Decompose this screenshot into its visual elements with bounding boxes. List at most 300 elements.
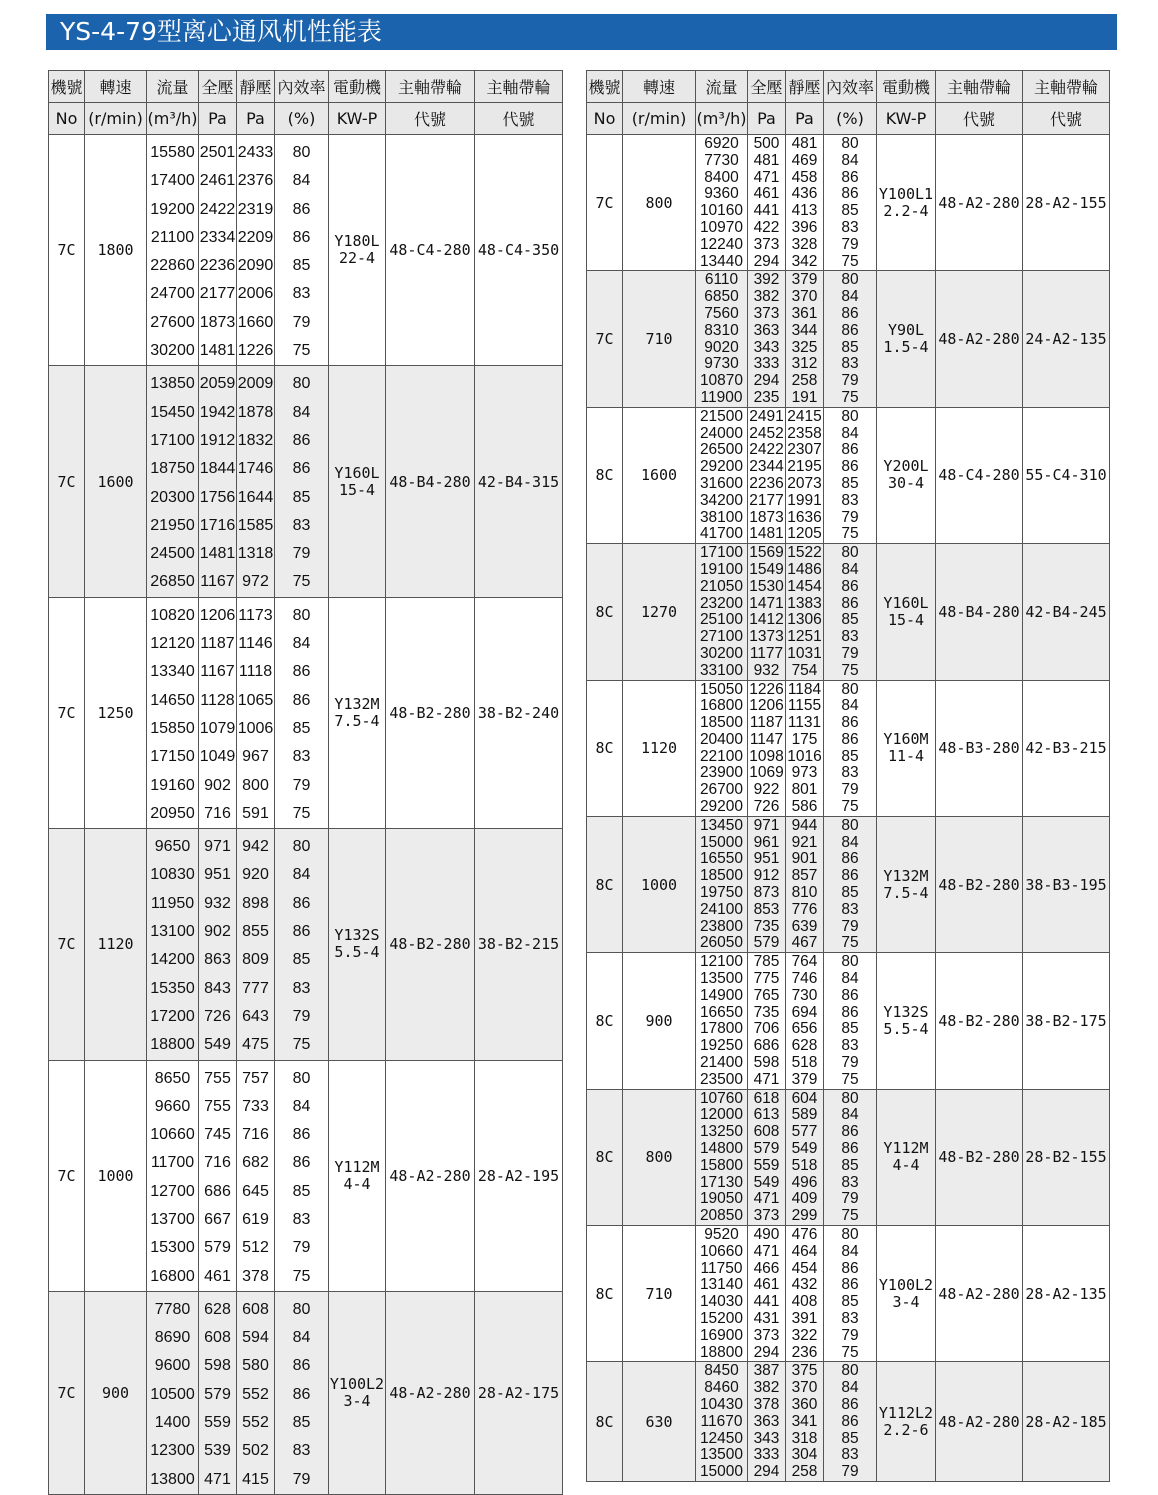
- total-value: 1206: [199, 606, 236, 624]
- motor-power: 2.2-4: [883, 201, 929, 220]
- total-value: 2236: [199, 257, 236, 275]
- model-cell: 8C: [587, 816, 623, 952]
- flow-cell: [696, 271, 748, 407]
- belt-code-cell: 28-A2-175: [475, 1291, 563, 1494]
- header-cell: 機號: [587, 71, 623, 103]
- motor-cell: [877, 953, 936, 1089]
- eff-value: 83: [292, 516, 311, 534]
- total-cell: [199, 1060, 237, 1291]
- eff-value: 83: [292, 748, 311, 766]
- model-cell: 8C: [587, 1226, 623, 1362]
- static-value: 1155: [787, 697, 822, 715]
- total-value: 294: [753, 1343, 780, 1361]
- eff-cell: [824, 544, 877, 680]
- static-value: 1522: [787, 544, 822, 562]
- static-value: 855: [242, 923, 269, 941]
- flow-value: 23500: [699, 1070, 744, 1088]
- total-value: 1481: [749, 525, 784, 543]
- total-value: 471: [753, 1070, 780, 1088]
- flow-value: 23800: [699, 917, 744, 935]
- total-value: 461: [204, 1267, 231, 1285]
- static-value: 464: [791, 1242, 818, 1260]
- static-value: 325: [791, 338, 818, 356]
- speed-cell: 900: [623, 953, 696, 1089]
- header-cell: KW-P: [877, 103, 936, 135]
- flow-value: 12240: [699, 235, 744, 253]
- static-value: 518: [791, 1054, 818, 1072]
- flow-value: 17800: [699, 1020, 744, 1038]
- total-cell: [199, 366, 237, 597]
- belt-code-cell: 48-B2-280: [936, 816, 1023, 952]
- static-value: 754: [791, 661, 818, 679]
- motor-cell: [877, 271, 936, 407]
- eff-cell: [275, 366, 329, 597]
- header-cell: 轉速: [623, 71, 696, 103]
- total-value: 1756: [199, 488, 236, 506]
- header-cell: (r/min): [85, 103, 147, 135]
- motor-model: Y100L2: [329, 1374, 385, 1393]
- static-value: 619: [242, 1210, 269, 1228]
- total-value: 1873: [199, 313, 236, 331]
- eff-value: 79: [292, 545, 311, 563]
- motor-cell: [877, 1226, 936, 1362]
- static-cell: [786, 1362, 824, 1482]
- total-value: 333: [753, 355, 780, 373]
- speed-cell: 710: [623, 271, 696, 407]
- total-value: 235: [753, 388, 780, 406]
- flow-value: 12000: [699, 1106, 744, 1124]
- static-value: 1486: [787, 560, 822, 578]
- flow-value: 13850: [150, 375, 195, 393]
- flow-value: 30200: [150, 342, 195, 360]
- total-value: 2422: [749, 441, 784, 459]
- eff-cell: [824, 271, 877, 407]
- eff-value: 86: [292, 431, 311, 449]
- total-value: 382: [753, 288, 780, 306]
- total-value: 549: [753, 1173, 780, 1191]
- eff-value: 85: [841, 611, 859, 629]
- total-value: 2334: [199, 228, 236, 246]
- motor-model: Y180L: [334, 232, 380, 251]
- static-value: 1251: [787, 628, 822, 646]
- static-value: 361: [791, 304, 818, 322]
- total-value: 745: [204, 1126, 231, 1144]
- eff-value: 83: [841, 491, 859, 509]
- total-value: 1549: [749, 560, 784, 578]
- total-value: 441: [753, 1293, 780, 1311]
- motor-power: 30-4: [887, 474, 925, 493]
- total-value: 785: [753, 953, 780, 971]
- belt-code-cell: 48-B4-280: [386, 366, 475, 597]
- belt-code-cell: 48-B4-280: [936, 544, 1023, 680]
- eff-value: 75: [841, 1343, 859, 1361]
- eff-value: 80: [292, 838, 311, 856]
- eff-value: 84: [841, 1106, 859, 1124]
- total-value: 549: [204, 1036, 231, 1054]
- total-value: 628: [204, 1300, 231, 1318]
- total-value: 343: [753, 338, 780, 356]
- eff-value: 75: [841, 798, 859, 816]
- header-cell: 靜壓: [786, 71, 824, 103]
- flow-value: 12120: [150, 635, 195, 653]
- flow-value: 18500: [699, 714, 744, 732]
- total-value: 2236: [749, 474, 784, 492]
- eff-value: 86: [292, 1154, 311, 1172]
- header-cell: 電動機: [877, 71, 936, 103]
- static-value: 645: [242, 1182, 269, 1200]
- flow-value: 1400: [154, 1414, 191, 1432]
- total-value: 1481: [199, 342, 236, 360]
- flow-value: 20300: [150, 488, 195, 506]
- static-value: 577: [791, 1123, 818, 1141]
- motor-power: 1.5-4: [883, 338, 929, 357]
- static-value: 552: [242, 1414, 269, 1432]
- header-cell: 主軸帶輪: [1023, 71, 1110, 103]
- flow-value: 9730: [704, 355, 739, 373]
- eff-cell: [824, 816, 877, 952]
- total-value: 387: [753, 1362, 780, 1380]
- eff-value: 86: [841, 1412, 859, 1430]
- flow-cell: [696, 1362, 748, 1482]
- eff-value: 86: [841, 1123, 859, 1141]
- motor-model: Y112M: [334, 1157, 380, 1176]
- total-value: 971: [204, 838, 231, 856]
- flow-value: 13440: [699, 252, 744, 270]
- belt-code-cell: 38-B2-215: [475, 829, 563, 1060]
- flow-value: 26700: [699, 781, 744, 799]
- static-value: 409: [791, 1190, 818, 1208]
- flow-value: 17100: [150, 431, 195, 449]
- flow-value: 26850: [150, 573, 195, 591]
- static-value: 1746: [237, 460, 274, 478]
- header-cell: 主軸帶輪: [936, 71, 1023, 103]
- total-value: 598: [204, 1357, 231, 1375]
- total-value: 1942: [199, 403, 236, 421]
- total-value: 902: [204, 776, 231, 794]
- total-value: 579: [753, 934, 780, 952]
- total-value: 559: [204, 1414, 231, 1432]
- static-cell: [786, 135, 824, 271]
- static-value: 733: [242, 1097, 269, 1115]
- eff-value: 83: [841, 218, 859, 236]
- motor-cell: [877, 1362, 936, 1482]
- flow-value: 22860: [150, 257, 195, 275]
- static-value: 800: [242, 776, 269, 794]
- flow-value: 8690: [154, 1329, 191, 1347]
- eff-value: 84: [292, 635, 311, 653]
- static-cell: [786, 271, 824, 407]
- eff-value: 86: [841, 185, 859, 203]
- total-value: 1481: [199, 545, 236, 563]
- eff-value: 83: [841, 1446, 859, 1464]
- model-cell: 7C: [49, 597, 85, 828]
- total-value: 1206: [749, 697, 784, 715]
- belt-code-cell: 28-A2-185: [1023, 1362, 1110, 1482]
- eff-value: 79: [841, 235, 859, 253]
- header-cell: Pa: [786, 103, 824, 135]
- motor-cell: [329, 1060, 386, 1291]
- table-row: [587, 544, 1110, 680]
- total-value: 902: [204, 923, 231, 941]
- belt-code-cell: 48-A2-280: [936, 271, 1023, 407]
- header-cell: 代號: [475, 103, 563, 135]
- eff-value: 86: [841, 1140, 859, 1158]
- flow-value: 8460: [704, 1379, 739, 1397]
- static-value: 432: [791, 1276, 818, 1294]
- motor-model: Y132S: [334, 926, 380, 945]
- belt-code-cell: 24-A2-135: [1023, 271, 1110, 407]
- eff-cell: [824, 135, 877, 271]
- eff-cell: [824, 953, 877, 1089]
- static-value: 2006: [237, 285, 274, 303]
- belt-code-cell: 28-A2-155: [1023, 135, 1110, 271]
- total-value: 481: [753, 151, 780, 169]
- total-value: 726: [204, 1007, 231, 1025]
- eff-value: 83: [292, 1210, 311, 1228]
- eff-value: 85: [292, 257, 311, 275]
- eff-value: 75: [841, 525, 859, 543]
- total-value: 735: [753, 917, 780, 935]
- flow-value: 17150: [150, 748, 195, 766]
- belt-code-cell: 38-B3-195: [1023, 816, 1110, 952]
- static-value: 370: [791, 288, 818, 306]
- header-cell: No: [49, 103, 85, 135]
- eff-value: 86: [292, 691, 311, 709]
- eff-value: 84: [292, 172, 311, 190]
- total-value: 608: [753, 1123, 780, 1141]
- header-cell: Pa: [237, 103, 275, 135]
- total-value: 431: [753, 1309, 780, 1327]
- total-value: 1098: [749, 747, 784, 765]
- total-cell: [748, 271, 786, 407]
- total-value: 471: [753, 1242, 780, 1260]
- motor-power: 5.5-4: [883, 1019, 929, 1038]
- flow-value: 20400: [699, 730, 744, 748]
- flow-value: 15200: [699, 1309, 744, 1327]
- motor-model: Y100L2: [878, 1275, 934, 1294]
- static-cell: [786, 407, 824, 543]
- belt-code-cell: 48-A2-280: [936, 1362, 1023, 1482]
- eff-value: 80: [292, 606, 311, 624]
- belt-code-cell: 48-B3-280: [936, 680, 1023, 816]
- eff-value: 83: [841, 628, 859, 646]
- flow-value: 13500: [699, 970, 744, 988]
- flow-value: 9020: [704, 338, 739, 356]
- flow-value: 19250: [699, 1037, 744, 1055]
- total-value: 2422: [199, 200, 236, 218]
- speed-cell: 800: [623, 1089, 696, 1225]
- static-value: 379: [791, 1070, 818, 1088]
- eff-value: 75: [841, 252, 859, 270]
- flow-value: 16900: [699, 1326, 744, 1344]
- header-cell: (%): [824, 103, 877, 135]
- static-value: 396: [791, 218, 818, 236]
- total-value: 2177: [749, 491, 784, 509]
- flow-value: 23900: [699, 764, 744, 782]
- eff-cell: [275, 597, 329, 828]
- eff-value: 79: [292, 1007, 311, 1025]
- eff-value: 86: [841, 1395, 859, 1413]
- table-row: [49, 829, 563, 1060]
- eff-value: 80: [292, 1069, 311, 1087]
- total-value: 775: [753, 970, 780, 988]
- motor-model: Y112M: [883, 1139, 929, 1158]
- eff-value: 84: [292, 866, 311, 884]
- total-value: 951: [204, 866, 231, 884]
- belt-code-cell: 42-B4-315: [475, 366, 563, 597]
- total-value: 579: [753, 1140, 780, 1158]
- motor-cell: [329, 829, 386, 1060]
- total-value: 1530: [749, 577, 784, 595]
- flow-value: 7780: [154, 1300, 191, 1318]
- eff-cell: [824, 680, 877, 816]
- flow-cell: [147, 829, 199, 1060]
- flow-value: 10970: [699, 218, 744, 236]
- total-value: 373: [753, 304, 780, 322]
- total-cell: [748, 544, 786, 680]
- model-cell: 7C: [587, 271, 623, 407]
- total-value: 873: [753, 884, 780, 902]
- flow-value: 6110: [704, 271, 739, 289]
- flow-value: 13450: [699, 816, 744, 834]
- speed-cell: 630: [623, 1362, 696, 1482]
- static-value: 258: [791, 1463, 818, 1481]
- motor-model: Y160L: [334, 463, 380, 482]
- eff-value: 84: [841, 697, 859, 715]
- static-value: 972: [242, 573, 269, 591]
- static-value: 1991: [787, 491, 822, 509]
- model-cell: 8C: [587, 680, 623, 816]
- total-cell: [748, 953, 786, 1089]
- eff-value: 84: [841, 424, 859, 442]
- static-value: 1318: [237, 545, 274, 563]
- eff-value: 80: [841, 1089, 859, 1107]
- motor-cell: [877, 544, 936, 680]
- eff-value: 86: [841, 1259, 859, 1277]
- static-value: 809: [242, 951, 269, 969]
- flow-value: 21400: [699, 1054, 744, 1072]
- performance-table-right: [586, 70, 1109, 1482]
- eff-value: 85: [841, 884, 859, 902]
- flow-value: 16800: [150, 1267, 195, 1285]
- motor-model: Y160M: [883, 730, 929, 749]
- static-value: 391: [791, 1309, 818, 1327]
- motor-power: 15-4: [887, 610, 925, 629]
- eff-value: 75: [841, 661, 859, 679]
- motor-power: 7.5-4: [334, 711, 380, 730]
- flow-value: 13140: [699, 1276, 744, 1294]
- flow-value: 14030: [699, 1293, 744, 1311]
- belt-code-cell: 48-C4-350: [475, 135, 563, 366]
- eff-value: 80: [292, 1300, 311, 1318]
- eff-value: 85: [841, 1429, 859, 1447]
- total-cell: [748, 816, 786, 952]
- total-value: 1569: [749, 544, 784, 562]
- static-value: 591: [242, 804, 269, 822]
- belt-code-cell: 48-B2-280: [936, 953, 1023, 1089]
- flow-value: 19160: [150, 776, 195, 794]
- static-value: 344: [791, 321, 818, 339]
- total-value: 461: [753, 185, 780, 203]
- static-value: 594: [242, 1329, 269, 1347]
- total-value: 912: [753, 867, 780, 885]
- header-row-2: [49, 103, 563, 135]
- eff-value: 86: [841, 304, 859, 322]
- eff-value: 80: [841, 271, 859, 289]
- flow-value: 9520: [704, 1226, 739, 1243]
- total-value: 716: [204, 804, 231, 822]
- eff-value: 86: [841, 321, 859, 339]
- total-value: 294: [753, 1463, 780, 1481]
- static-value: 604: [791, 1089, 818, 1107]
- motor-model: Y160L: [883, 593, 929, 612]
- total-value: 373: [753, 1326, 780, 1344]
- table-row: [587, 816, 1110, 952]
- flow-value: 9600: [154, 1357, 191, 1375]
- static-value: 299: [791, 1207, 818, 1225]
- static-value: 1644: [237, 488, 274, 506]
- eff-value: 84: [292, 403, 311, 421]
- eff-value: 86: [841, 730, 859, 748]
- static-value: 639: [791, 917, 818, 935]
- header-cell: (m³/h): [147, 103, 199, 135]
- eff-cell: [824, 407, 877, 543]
- belt-code-cell: 48-B2-280: [386, 597, 475, 828]
- total-value: 500: [753, 135, 780, 152]
- total-value: 755: [204, 1069, 231, 1087]
- static-value: 512: [242, 1239, 269, 1257]
- static-value: 776: [791, 900, 818, 918]
- eff-cell: [824, 1226, 877, 1362]
- static-value: 370: [791, 1379, 818, 1397]
- eff-value: 84: [841, 288, 859, 306]
- static-cell: [237, 1291, 275, 1494]
- table-row: [587, 271, 1110, 407]
- flow-value: 8650: [154, 1069, 191, 1087]
- flow-value: 29200: [699, 798, 744, 816]
- eff-value: 86: [292, 663, 311, 681]
- static-value: 1146: [238, 635, 273, 653]
- total-value: 765: [753, 986, 780, 1004]
- total-value: 686: [753, 1037, 780, 1055]
- eff-value: 84: [841, 151, 859, 169]
- eff-value: 79: [841, 508, 859, 526]
- static-cell: [237, 597, 275, 828]
- flow-value: 20850: [699, 1207, 744, 1225]
- motor-model: Y132S: [883, 1002, 929, 1021]
- static-value: 942: [242, 838, 269, 856]
- static-value: 1636: [787, 508, 822, 526]
- belt-code-cell: 48-B2-280: [936, 1089, 1023, 1225]
- eff-value: 86: [841, 867, 859, 885]
- flow-value: 17400: [150, 172, 195, 190]
- table-row: [587, 135, 1110, 271]
- static-value: 342: [791, 252, 818, 270]
- total-value: 613: [753, 1106, 780, 1124]
- eff-value: 84: [841, 1379, 859, 1397]
- flow-value: 15000: [699, 1463, 744, 1481]
- static-value: 236: [791, 1343, 818, 1361]
- belt-code-cell: 28-B2-155: [1023, 1089, 1110, 1225]
- total-value: 579: [204, 1239, 231, 1257]
- static-value: 898: [242, 894, 269, 912]
- total-value: 1187: [749, 714, 784, 732]
- header-cell: 轉速: [85, 71, 147, 103]
- flow-value: 16800: [699, 697, 744, 715]
- total-value: 2344: [749, 458, 784, 476]
- model-cell: 7C: [49, 829, 85, 1060]
- static-value: 408: [791, 1293, 818, 1311]
